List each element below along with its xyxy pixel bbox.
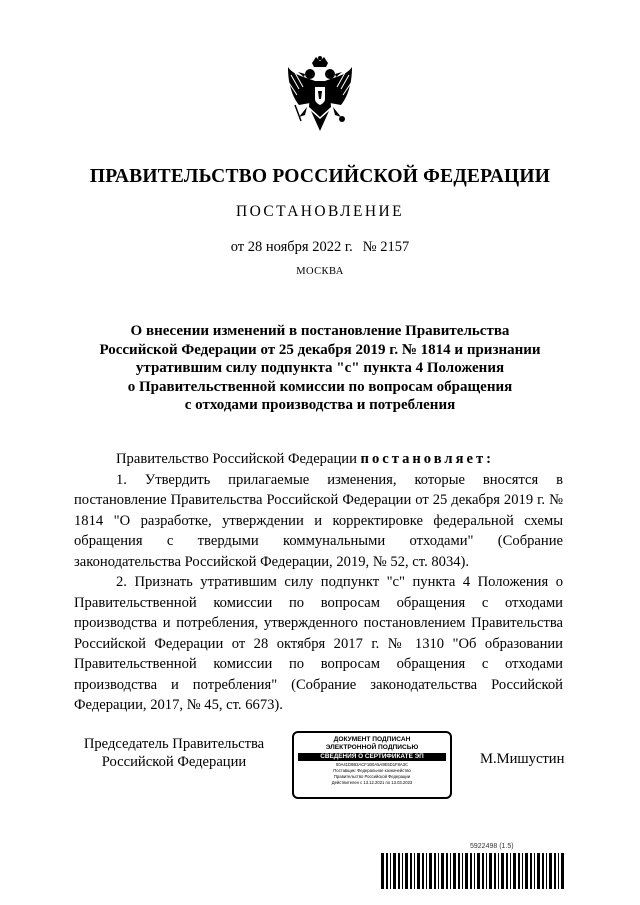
- barcode-number: 5922498 (1.5): [470, 843, 514, 850]
- government-title: ПРАВИТЕЛЬСТВО РОССИЙСКОЙ ФЕДЕРАЦИИ: [89, 166, 551, 187]
- title-line: о Правительственной комиссии по вопросам обращения: [127, 378, 513, 395]
- stamp-issuer: Поставщик: Федеральное казначейство: [333, 768, 411, 773]
- intro-text: Правительство Российской Федерации: [116, 451, 357, 467]
- title-line: утратившим силу подпункта "с" пункта 4 Положения: [135, 360, 505, 376]
- city-label: МОСКВА: [296, 266, 344, 277]
- item-1-paragraph: 1. Утвердить прилагаемые изменения, которые вносятся в постановление Правительства Российской Федерации от 25 декабря 2019 г. № 1814 "О разработке, утверждении и корректировке федеральной схемы обращения с твердыми коммунальными отходами" (Собрание законодательства Российской Федерации, 2019, № 52, ст. 8034).: [74, 471, 563, 570]
- stamp-line-2: ЭЛЕКТРОННОЙ ПОДПИСЬЮ: [325, 744, 419, 751]
- stamp-owner: Правительство Российской Федерации: [333, 774, 411, 779]
- title-line: с отходами производства и потребления: [184, 397, 456, 413]
- electronic-signature-stamp: [292, 731, 452, 799]
- decree-date-line: [0, 239, 640, 256]
- stamp-validity: Действителен с 13.12.2021 по 13.03.2023: [331, 780, 413, 785]
- intro-decrees: постановляет:: [360, 451, 494, 467]
- coat-of-arms-emblem: [285, 55, 355, 147]
- document-body: [74, 449, 563, 716]
- stamp-serial: 00A41D9B3ACF1B0A5A9E5D1F8A3C: [335, 762, 409, 767]
- decree-date: от 28 ноября 2022 г.: [230, 239, 353, 255]
- signatory-position: [74, 735, 274, 771]
- signatory-name: М.Мишустин: [480, 751, 565, 767]
- stamp-line-1: ДОКУМЕНТ ПОДПИСАН: [333, 736, 411, 743]
- title-line: Российской Федерации от 25 декабря 2019 г. № 1814 и признании: [99, 341, 541, 358]
- title-line: О внесении изменений в постановление Правительства: [130, 323, 510, 339]
- barcode-image: [381, 853, 565, 889]
- decree-label: ПОСТАНОВЛЕНИЕ: [236, 203, 404, 220]
- stamp-certificate-bar: СВЕДЕНИЯ О СЕРТИФИКАТЕ ЭП: [298, 753, 446, 761]
- stamp-title: [294, 736, 450, 752]
- intro-paragraph: [74, 449, 563, 470]
- position-line-2: Российской Федерации: [101, 754, 247, 770]
- document-title: [0, 322, 640, 415]
- position-line-1: Председатель Правительства: [83, 736, 265, 752]
- item-2-paragraph: 2. Признать утратившим силу подпункт "с" пункта 4 Положения о Правительственной комиссии по вопросам обращения с отходами производства и потребления, утвержденного постановлением Правительства Российской Федерации от 28 октября 2017 г. № 1310 "Об образовании Правительственной комиссии по вопросам обращения с отходами производства и потребления" (Собрание законодательства Российской Федерации, 2017, № 45, ст. 6673).: [74, 574, 563, 713]
- decree-number: № 2157: [362, 239, 410, 255]
